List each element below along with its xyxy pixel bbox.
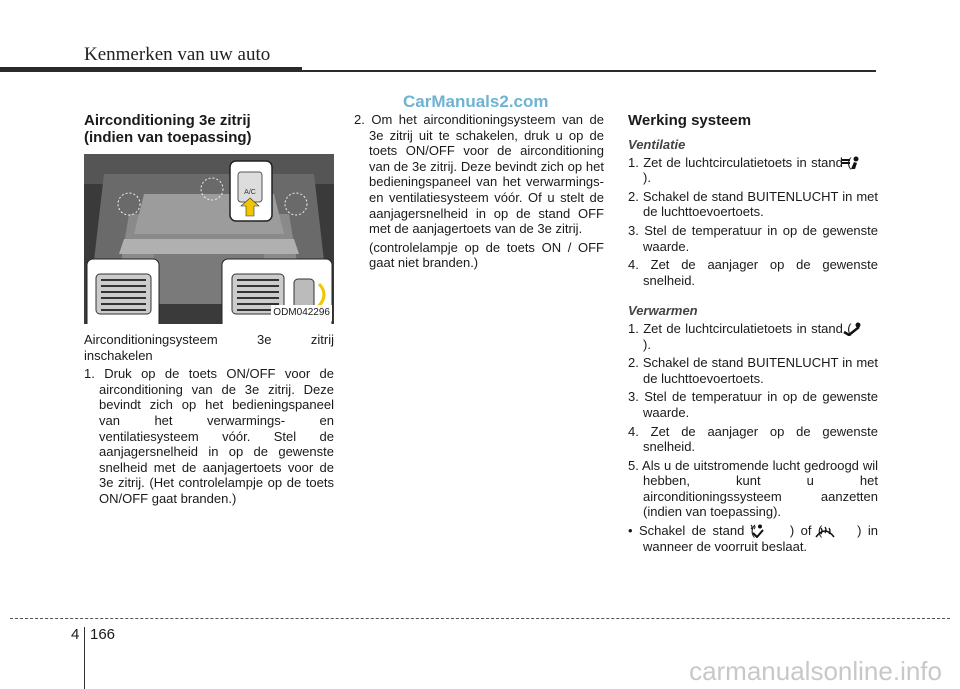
step-2: 2. Om het airconditioningsysteem van de 3e zitrij uit te schakelen, druk u op de toets ON/OFF voor de airconditioning van de 3e zitrij. Deze bevindt zich op het bedieningspaneel van het verwarmings- en ventilatiesysteem vóór. Of u stelt de aanjagersnelheid in op de stand OFF met de aanjagertoets van de 3e zitrij. (354, 112, 604, 237)
bullet-text-pre: • Schakel de stand ( (628, 523, 756, 539)
subheading-verwarmen: Verwarmen (628, 303, 698, 319)
verwarmen-step-4: 4. Zet de aanjager op de gewenste snelheid. (628, 423, 878, 455)
watermark-bottom: carmanualsonline.info (689, 656, 942, 686)
defrost-icon (829, 524, 851, 538)
verwarmen-step-1-end: ). (643, 336, 651, 352)
verwarmen-step-5: 5. Als u de uitstromende lucht gedroogd wil hebben, kunt u het airconditioningssysteem aanzetten (indien van toepassing). (628, 457, 878, 520)
note: (controlelampje op de toets ON / OFF gaat niet branden.) (369, 239, 604, 271)
ventilatie-step-2: 2. Schakel de stand BUITENLUCHT in met de luchttoevoertoets. (628, 188, 878, 220)
subheading-ventilatie: Ventilatie (628, 137, 686, 152)
verwarmen-bullet (628, 523, 878, 554)
floor-vent-icon (856, 322, 878, 336)
column-middle (354, 112, 604, 271)
header-rule (302, 70, 876, 72)
heading-line-1: Airconditioning 3e zitrij (84, 112, 251, 129)
cargo-area-illustration (84, 154, 334, 324)
subheading: Airconditioningsysteem 3e zitrij inschakelen (84, 332, 334, 363)
footer-rule (10, 618, 950, 619)
footer-divider (84, 627, 85, 689)
figure-code: ODM042296 (271, 305, 332, 321)
figure-button-label: A/C (244, 189, 256, 196)
face-vent-icon (856, 156, 878, 170)
column-left (84, 112, 334, 510)
bullet-text-post: ) in wanneer de voorruit beslaat. (643, 523, 878, 554)
ventilatie-step-1-text: 1. Zet de luchtcirculatietoets in stand ( (628, 154, 852, 170)
section-heading-werking: Werking systeem (628, 112, 752, 129)
page-header-title: Kenmerken van uw auto (84, 44, 271, 65)
header-bar (0, 67, 302, 72)
verwarmen-step-1 (628, 321, 878, 352)
rear-ac-figure (84, 154, 334, 324)
ventilatie-step-4: 4. Zet de aanjager op de gewenste snelheid. (628, 257, 878, 288)
bullet-text-mid: ) of ( (789, 523, 823, 539)
floor-defrost-icon (761, 524, 783, 538)
ventilatie-step-3: 3. Stel de temperatuur in op de gewenste waarde. (628, 222, 878, 254)
section-heading (84, 112, 334, 146)
ventilatie-step-1 (628, 155, 878, 186)
page-number: 166 (90, 626, 116, 643)
heading-line-2: (indien van toepassing) (84, 129, 252, 146)
step-1: 1. Druk op de toets ON/OFF voor de airconditioning van de 3e zitrij. Deze bevindt zich op het bedieningspaneel van het verwarmings- en ventilatiesysteem vóór. Stel de aanjagersnelheid in op de gewenste snelheid met de aanjagertoets voor de 3e zitrij. (Het controlelampje op de toets ON/OFF gaat branden.) (84, 366, 334, 506)
ventilatie-step-1-end: ). (643, 170, 651, 186)
verwarmen-step-3: 3. Stel de temperatuur in op de gewenste waarde. (628, 389, 878, 420)
verwarmen-step-2: 2. Schakel de stand BUITENLUCHT in met de luchttoevoertoets. (628, 355, 878, 386)
verwarmen-step-1-text: 1. Zet de luchtcirculatietoets in stand ( (628, 320, 852, 336)
column-right (628, 112, 878, 557)
watermark-top: CarManuals2.com (403, 92, 549, 111)
chapter-number: 4 (71, 626, 80, 643)
